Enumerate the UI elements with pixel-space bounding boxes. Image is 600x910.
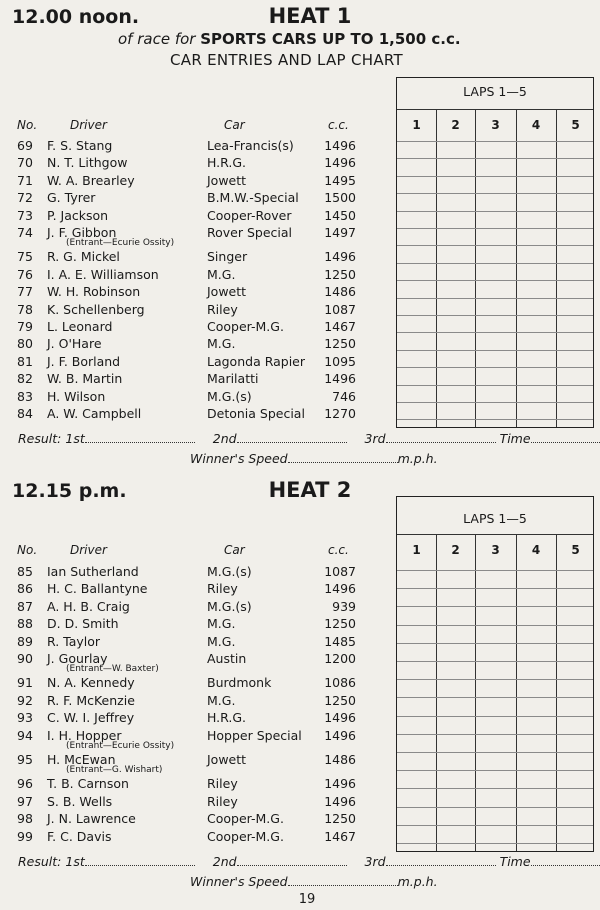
heat1-speed-label: Winner's Speed (190, 451, 288, 466)
entry-number: 72 (17, 190, 33, 206)
entry-number: 76 (17, 266, 33, 282)
entry-number: 82 (17, 371, 33, 387)
entry-driver: L. Leonard (47, 319, 113, 334)
entry-cc: 1486 (324, 752, 356, 767)
entry-cc: 1495 (324, 172, 356, 188)
entry-car: Riley (207, 793, 238, 809)
entry-driver: J. Gourlay (47, 651, 108, 666)
heat2-time: 12.15 p.m. (12, 480, 127, 502)
heat1-title: HEAT 1 (268, 4, 352, 28)
lap-number: 3 (491, 543, 500, 557)
entry-number: 96 (17, 776, 33, 792)
entry-number: 83 (17, 388, 33, 404)
entry-cc: 1496 (324, 371, 356, 387)
entry-driver: H. McEwan (47, 752, 116, 767)
entry-number: 70 (17, 155, 33, 171)
entry-car: Cooper-Rover (207, 207, 292, 223)
entry-number: 74 (17, 225, 33, 240)
entry-driver: C. W. I. Jeffrey (47, 710, 135, 726)
heat1-result-line (18, 431, 600, 446)
lap-number: 4 (531, 118, 541, 132)
heat2-header-driver: Driver (70, 543, 107, 557)
entry-cc: 1496 (324, 249, 356, 265)
entry-driver: R. F. McKenzie (47, 692, 135, 708)
entry-cc: 1496 (324, 727, 356, 743)
heat1-speed-unit: m.p.h. (397, 451, 438, 466)
entry-driver: K. Schellenberg (47, 301, 145, 317)
entry-driver: Ian Sutherland (47, 564, 139, 579)
lap-number: 1 (412, 543, 421, 557)
entry-number: 97 (17, 793, 33, 809)
entry-number: 79 (17, 319, 33, 334)
lap-number: 1 (412, 118, 421, 132)
entry-cc: 1496 (324, 793, 356, 809)
entry-car: Rover Special (207, 225, 293, 240)
heat2-speed-label: Winner's Speed (190, 874, 288, 889)
entry-car: Cooper-M.G. (207, 811, 284, 827)
entry-cc: 939 (332, 598, 356, 614)
heat2-result-1st: 1st (65, 854, 85, 869)
entry-car: M.G. (207, 692, 236, 708)
lap-number: 4 (531, 543, 541, 557)
entry-car: Cooper-M.G. (207, 319, 284, 334)
entry-car: M.G. (207, 616, 236, 632)
entry-cc: 1496 (324, 581, 356, 597)
entry-number: 71 (17, 172, 33, 188)
entry-cc: 1095 (324, 353, 356, 369)
heat1-subtitle-prefix: of race for (118, 30, 196, 48)
entry-driver: J. F. Gibbon (47, 225, 117, 240)
heat2-result-time: Time (499, 854, 531, 869)
entry-cc: 1270 (324, 406, 356, 421)
heat1-header-driver: Driver (70, 118, 107, 132)
entry-number: 93 (17, 710, 33, 726)
heat1-header-car: Car (224, 118, 245, 132)
entry-number: 81 (17, 353, 33, 369)
entry-number: 84 (17, 406, 33, 421)
entry-cc: 1496 (324, 710, 356, 726)
entry-number: 85 (17, 564, 33, 579)
entry-driver: F. C. Davis (47, 828, 112, 844)
entry-cc: 1500 (324, 190, 356, 206)
entry-driver: P. Jackson (47, 207, 109, 223)
heat1-result-3rd: 3rd (364, 431, 386, 446)
heat1-result-1st: 1st (65, 431, 85, 446)
entry-number: 92 (17, 692, 33, 708)
entry-car: Hopper Special (207, 727, 302, 743)
entry-driver: W. B. Martin (47, 371, 123, 387)
entry-cc: 1467 (324, 319, 356, 334)
lap-number: 2 (451, 118, 460, 132)
entry-number: 73 (17, 207, 33, 223)
entry-car: M.G.(s) (207, 564, 252, 579)
entry-car: Jowett (207, 752, 247, 767)
entry-driver: I. H. Hopper (47, 727, 122, 743)
entry-car: Cooper-M.G. (207, 828, 284, 844)
entry-entrant: (Entrant—Ecurie Ossity) (66, 238, 175, 248)
entry-driver: I. A. E. Williamson (47, 266, 159, 282)
entry-driver: D. D. Smith (47, 616, 119, 632)
entry-cc: 1486 (324, 284, 356, 300)
heat2-result-label: Result: (18, 854, 62, 869)
entry-driver: H. Wilson (47, 388, 106, 404)
entry-cc: 746 (332, 388, 356, 404)
heat2-header-no: No. (17, 543, 38, 557)
entry-cc: 1250 (324, 692, 356, 708)
heat2-speed-line (190, 874, 438, 889)
entry-cc: 1087 (324, 564, 356, 579)
entry-number: 89 (17, 633, 33, 649)
entry-cc: 1450 (324, 207, 356, 223)
entry-cc: 1496 (324, 155, 356, 171)
entry-number: 91 (17, 675, 33, 691)
entry-car: M.G.(s) (207, 388, 252, 404)
entry-driver: J. O'Hare (47, 336, 102, 352)
heat1-header-cc: c.c. (328, 118, 349, 132)
entry-number: 77 (17, 284, 33, 300)
entry-car: Riley (207, 581, 238, 597)
heat1-header-no: No. (17, 118, 38, 132)
entry-driver: R. G. Mickel (47, 249, 120, 265)
entry-car: Riley (207, 301, 238, 317)
entry-driver: H. C. Ballantyne (47, 581, 148, 597)
heat1-subtitle2: CAR ENTRIES AND LAP CHART (170, 51, 403, 69)
entry-car: Lagonda Rapier (207, 353, 306, 369)
entry-car: M.G. (207, 266, 236, 282)
entry-cc: 1250 (324, 616, 356, 632)
entry-number: 90 (17, 651, 33, 666)
entry-cc: 1250 (324, 811, 356, 827)
entry-cc: 1467 (324, 828, 356, 844)
entry-driver: F. S. Stang (47, 138, 113, 153)
entry-driver: J. N. Lawrence (47, 811, 136, 827)
entry-car: Burdmonk (207, 675, 272, 691)
entry-number: 95 (17, 752, 33, 767)
entry-car: M.G. (207, 336, 236, 352)
entry-car: Austin (207, 651, 247, 666)
entry-car: M.G.(s) (207, 598, 252, 614)
entry-driver: W. H. Robinson (47, 284, 141, 300)
heat1-subtitle-main: SPORTS CARS UP TO 1,500 c.c. (200, 30, 461, 48)
entry-cc: 1485 (324, 633, 356, 649)
entry-number: 87 (17, 598, 33, 614)
heat2-title: HEAT 2 (268, 478, 352, 502)
heat1-subtitle (118, 30, 461, 48)
entry-number: 86 (17, 581, 33, 597)
entry-driver: W. A. Brearley (47, 172, 135, 188)
entry-entrant: (Entrant—G. Wishart) (66, 765, 163, 775)
lap-number: 5 (571, 543, 580, 557)
entry-number: 80 (17, 336, 33, 352)
lap-number: 3 (491, 118, 500, 132)
entry-number: 69 (17, 138, 33, 153)
entry-cc: 1496 (324, 138, 356, 153)
entry-driver: G. Tyrer (47, 190, 96, 206)
heat2-result-2nd: 2nd (212, 854, 237, 869)
heat2-laps-title: LAPS 1—5 (463, 511, 527, 526)
entry-car: Detonia Special (207, 406, 305, 421)
entry-car: B.M.W.-Special (207, 190, 299, 206)
entry-cc: 1087 (324, 301, 356, 317)
entry-cc: 1086 (324, 675, 356, 691)
entry-number: 94 (17, 727, 33, 743)
lap-number: 5 (571, 118, 580, 132)
heat2-result-line (18, 854, 600, 869)
heat1-speed-line (190, 451, 438, 466)
heat2-header-cc: c.c. (328, 543, 349, 557)
entry-number: 75 (17, 249, 33, 265)
heat2-speed-unit: m.p.h. (397, 874, 438, 889)
entry-driver: N. T. Lithgow (47, 155, 128, 171)
lap-number: 2 (451, 543, 460, 557)
entry-cc: 1200 (324, 651, 356, 666)
heat1-lap-chart (396, 77, 594, 428)
heat2-lap-chart (396, 496, 594, 852)
entry-car: Marilatti (207, 371, 259, 387)
entry-number: 99 (17, 828, 33, 844)
entry-driver: N. A. Kennedy (47, 675, 135, 691)
heat2-result-3rd: 3rd (364, 854, 386, 869)
entry-entrant: (Entrant—W. Baxter) (66, 664, 159, 674)
entry-car: Riley (207, 776, 238, 792)
heat1-result-label: Result: (18, 431, 62, 446)
entry-driver: R. Taylor (47, 633, 101, 649)
heat1-time: 12.00 noon. (12, 6, 140, 28)
entry-cc: 1497 (324, 225, 356, 240)
entry-car: H.R.G. (207, 155, 247, 171)
entry-entrant: (Entrant—Ecurie Ossity) (66, 740, 175, 751)
page-number: 19 (298, 892, 316, 907)
entry-driver: T. B. Carnson (47, 776, 129, 792)
entry-number: 88 (17, 616, 33, 632)
entry-car: Jowett (207, 284, 247, 300)
entry-driver: A. H. B. Craig (47, 598, 130, 614)
entry-number: 78 (17, 301, 33, 317)
entry-driver: S. B. Wells (47, 793, 113, 809)
entry-car: Jowett (207, 172, 247, 188)
heat1-laps-title: LAPS 1—5 (463, 84, 527, 99)
heat1-result-time: Time (499, 431, 531, 446)
entry-car: Singer (207, 249, 248, 265)
entry-cc: 1250 (324, 336, 356, 352)
entry-number: 98 (17, 811, 33, 827)
entry-driver: J. F. Borland (47, 353, 121, 369)
entry-car: Lea-Francis(s) (207, 138, 294, 153)
heat2-header-car: Car (224, 543, 245, 557)
heat1-result-2nd: 2nd (212, 431, 237, 446)
entry-car: M.G. (207, 633, 236, 649)
entry-cc: 1250 (324, 266, 356, 282)
entry-cc: 1496 (324, 776, 356, 792)
entry-car: H.R.G. (207, 710, 247, 726)
entry-driver: A. W. Campbell (47, 406, 142, 421)
